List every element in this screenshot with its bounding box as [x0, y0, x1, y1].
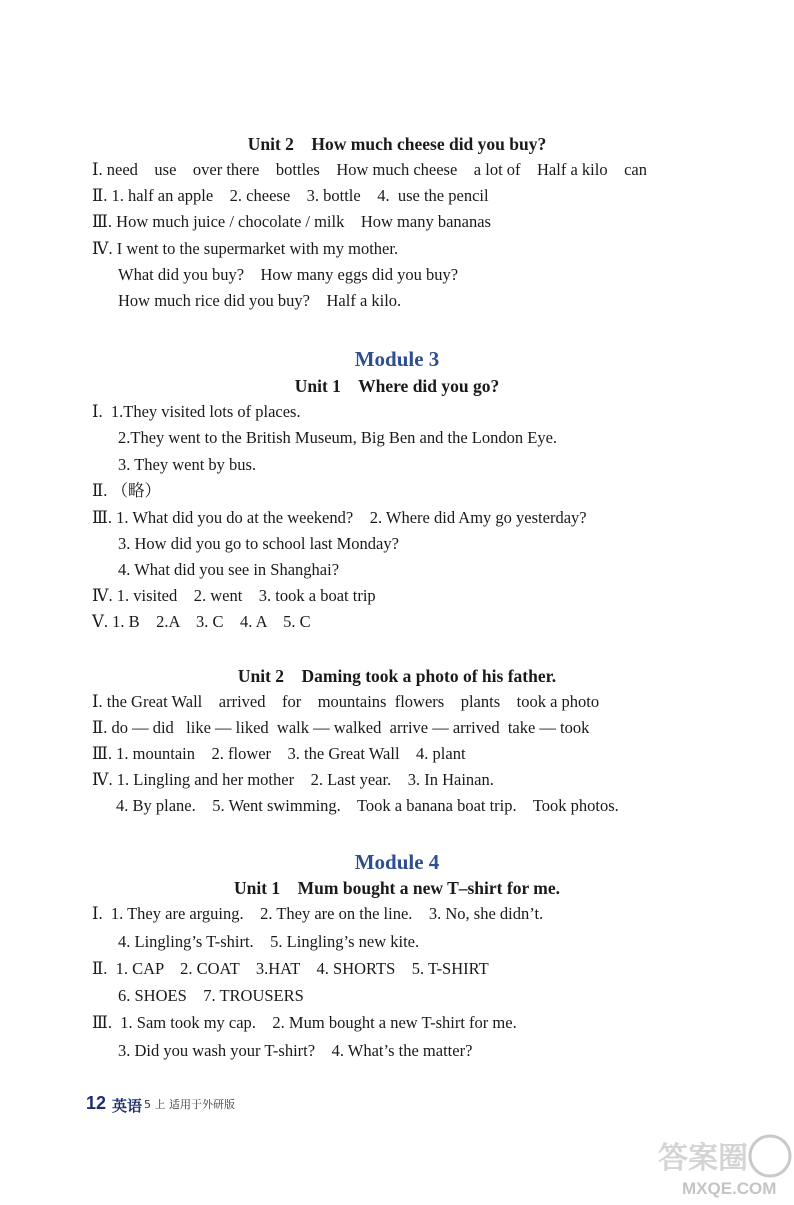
- answer-line: Ⅳ. 1. visited 2. went 3. took a boat trip: [92, 586, 376, 605]
- unit-heading: Unit 2 Daming took a photo of his father.: [237, 666, 557, 686]
- answer-line: How much rice did you buy? Half a kilo.: [118, 291, 402, 310]
- answer-line: Ⅰ. the Great Wall arrived for mountains flowers plants took a photo: [92, 692, 600, 711]
- answer-line: 3. How did you go to school last Monday?: [118, 534, 399, 553]
- answer-line: Ⅴ. 1. B 2.A 3. C 4. A 5. C: [92, 612, 311, 631]
- answer-line: 3. Did you wash your T-shirt? 4. What’s the matter?: [118, 1041, 473, 1060]
- answer-line: Ⅱ. do — did like — liked walk — walked arrive — arrived take — took: [92, 718, 590, 737]
- answer-line: Ⅲ. 1. What did you do at the weekend? 2. Where did Amy go yesterday?: [92, 508, 587, 527]
- watermark-logo: [652, 1130, 794, 1200]
- watermark-url: MXQE.COM: [682, 1179, 777, 1198]
- answer-line: Ⅰ. 1.They visited lots of places.: [92, 402, 301, 421]
- answer-line: Ⅳ. I went to the supermarket with my mother.: [92, 239, 399, 258]
- grade-label: 5 上 适用于外研版: [144, 1098, 235, 1111]
- answer-line: 4. Lingling’s T-shirt. 5. Lingling’s new kite.: [118, 932, 420, 951]
- answer-line: Ⅰ. 1. They are arguing. 2. They are on the line. 3. No, she didn’t.: [92, 904, 544, 923]
- subject-label: 英语: [112, 1097, 143, 1115]
- unit-heading: Unit 1 Where did you go?: [294, 376, 500, 396]
- unit-heading: Unit 1 Mum bought a new T–shirt for me.: [233, 878, 561, 898]
- page-number: 12: [86, 1093, 107, 1113]
- unit-heading: Unit 2 How much cheese did you buy?: [247, 134, 547, 154]
- module-heading: Module 4: [354, 850, 440, 874]
- answer-line: 6. SHOES 7. TROUSERS: [118, 986, 304, 1005]
- answer-line: Ⅲ. 1. mountain 2. flower 3. the Great Wall 4. plant: [92, 744, 466, 763]
- answer-line: Ⅱ. 1. half an apple 2. cheese 3. bottle 4. use the pencil: [92, 186, 489, 205]
- answer-line: 2.They went to the British Museum, Big Ben and the London Eye.: [118, 428, 558, 447]
- answer-line: Ⅲ. 1. Sam took my cap. 2. Mum bought a new T-shirt for me.: [92, 1013, 517, 1032]
- answer-line: Ⅱ. （略）: [92, 481, 161, 500]
- answer-line: Ⅰ. need use over there bottles How much cheese a lot of Half a kilo can: [92, 160, 647, 179]
- answer-line: 3. They went by bus.: [118, 455, 257, 474]
- answer-line: Ⅲ. How much juice / chocolate / milk How many bananas: [92, 212, 491, 231]
- answer-line: What did you buy? How many eggs did you buy?: [118, 265, 459, 284]
- answer-line: Ⅳ. 1. Lingling and her mother 2. Last year. 3. In Hainan.: [92, 770, 494, 789]
- answer-line: 4. What did you see in Shanghai?: [118, 560, 340, 579]
- answer-line: 4. By plane. 5. Went swimming. Took a banana boat trip. Took photos.: [116, 796, 619, 815]
- answer-line: Ⅱ. 1. CAP 2. COAT 3.HAT 4. SHORTS 5. T-SHIRT: [92, 959, 489, 978]
- module-heading: Module 3: [354, 347, 440, 371]
- watermark-text: 答案圈: [658, 1141, 748, 1176]
- watermark-icon: [652, 1130, 794, 1200]
